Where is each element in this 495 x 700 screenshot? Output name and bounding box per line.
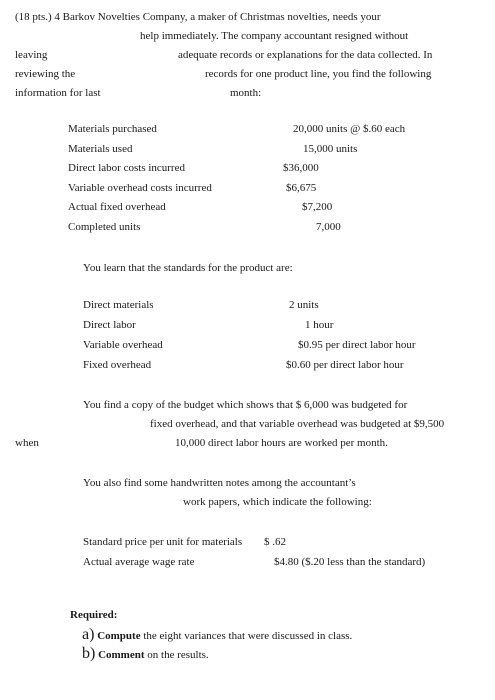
budget-line-3-right: 10,000 direct labor hours are worked per month. — [175, 437, 388, 449]
actual-value: $36,000 — [283, 162, 319, 174]
standard-value: $0.60 per direct labor hour — [286, 359, 404, 371]
actual-value: 20,000 units @ $.60 each — [293, 123, 406, 135]
intro-line-1: (18 pts.) 4 Barkov Novelties Company, a maker of Christmas novelties, needs your — [15, 11, 381, 23]
standard-value: 2 units — [289, 299, 319, 311]
intro-line-2: help immediately. The company accountant resigned without — [140, 30, 409, 42]
notes-line-1: You also find some handwritten notes among the accountant’s — [83, 477, 356, 489]
intro-line-5-right: month: — [230, 87, 262, 99]
required-item-a — [82, 626, 352, 645]
item-a-text: the eight variances that were discussed in class. — [140, 630, 353, 642]
actual-value: $7,200 — [302, 201, 333, 213]
budget-line-3-left: when — [15, 437, 39, 449]
actual-label: Completed units — [68, 221, 141, 233]
intro-line-4-left: reviewing the — [15, 68, 76, 80]
actual-label: Materials purchased — [68, 123, 157, 135]
standard-label: Direct materials — [83, 299, 154, 311]
required-heading: Required: — [70, 609, 118, 621]
actual-value: 15,000 units — [303, 143, 358, 155]
item-b-text: on the results. — [144, 649, 209, 661]
actual-label: Direct labor costs incurred — [68, 162, 185, 174]
note-label: Standard price per unit for materials — [83, 536, 243, 548]
item-a-letter: a) — [82, 626, 95, 643]
actual-value: 7,000 — [316, 221, 341, 233]
required-item-b — [82, 645, 209, 664]
budget-line-2: fixed overhead, and that variable overhead was budgeted at $9,500 — [150, 418, 445, 430]
note-value: $ .62 — [264, 536, 286, 548]
actual-label: Actual fixed overhead — [68, 201, 166, 213]
note-label: Actual average wage rate — [83, 556, 195, 568]
intro-line-5-left: information for last — [15, 87, 101, 99]
intro-line-3-right: adequate records or explanations for the data collected. In — [178, 49, 433, 61]
budget-line-1: You find a copy of the budget which shows that $ 6,000 was budgeted for — [83, 399, 408, 411]
standard-value: 1 hour — [305, 319, 334, 331]
standard-label: Fixed overhead — [83, 359, 152, 371]
note-value: $4.80 ($.20 less than the standard) — [274, 556, 426, 568]
intro-line-4-right: records for one product line, you find the following — [205, 68, 432, 80]
item-b-verb: Comment — [98, 649, 145, 661]
standard-value: $0.95 per direct labor hour — [298, 339, 416, 351]
notes-line-2: work papers, which indicate the following: — [183, 496, 372, 508]
actual-label: Materials used — [68, 143, 133, 155]
actual-label: Variable overhead costs incurred — [68, 182, 212, 194]
actual-value: $6,675 — [286, 182, 317, 194]
item-b-letter: b) — [82, 645, 96, 662]
standards-intro: You learn that the standards for the product are: — [83, 262, 293, 274]
intro-line-3-left: leaving — [15, 49, 48, 61]
standard-label: Direct labor — [83, 319, 136, 331]
item-a-verb: Compute — [97, 630, 141, 642]
standard-label: Variable overhead — [83, 339, 163, 351]
